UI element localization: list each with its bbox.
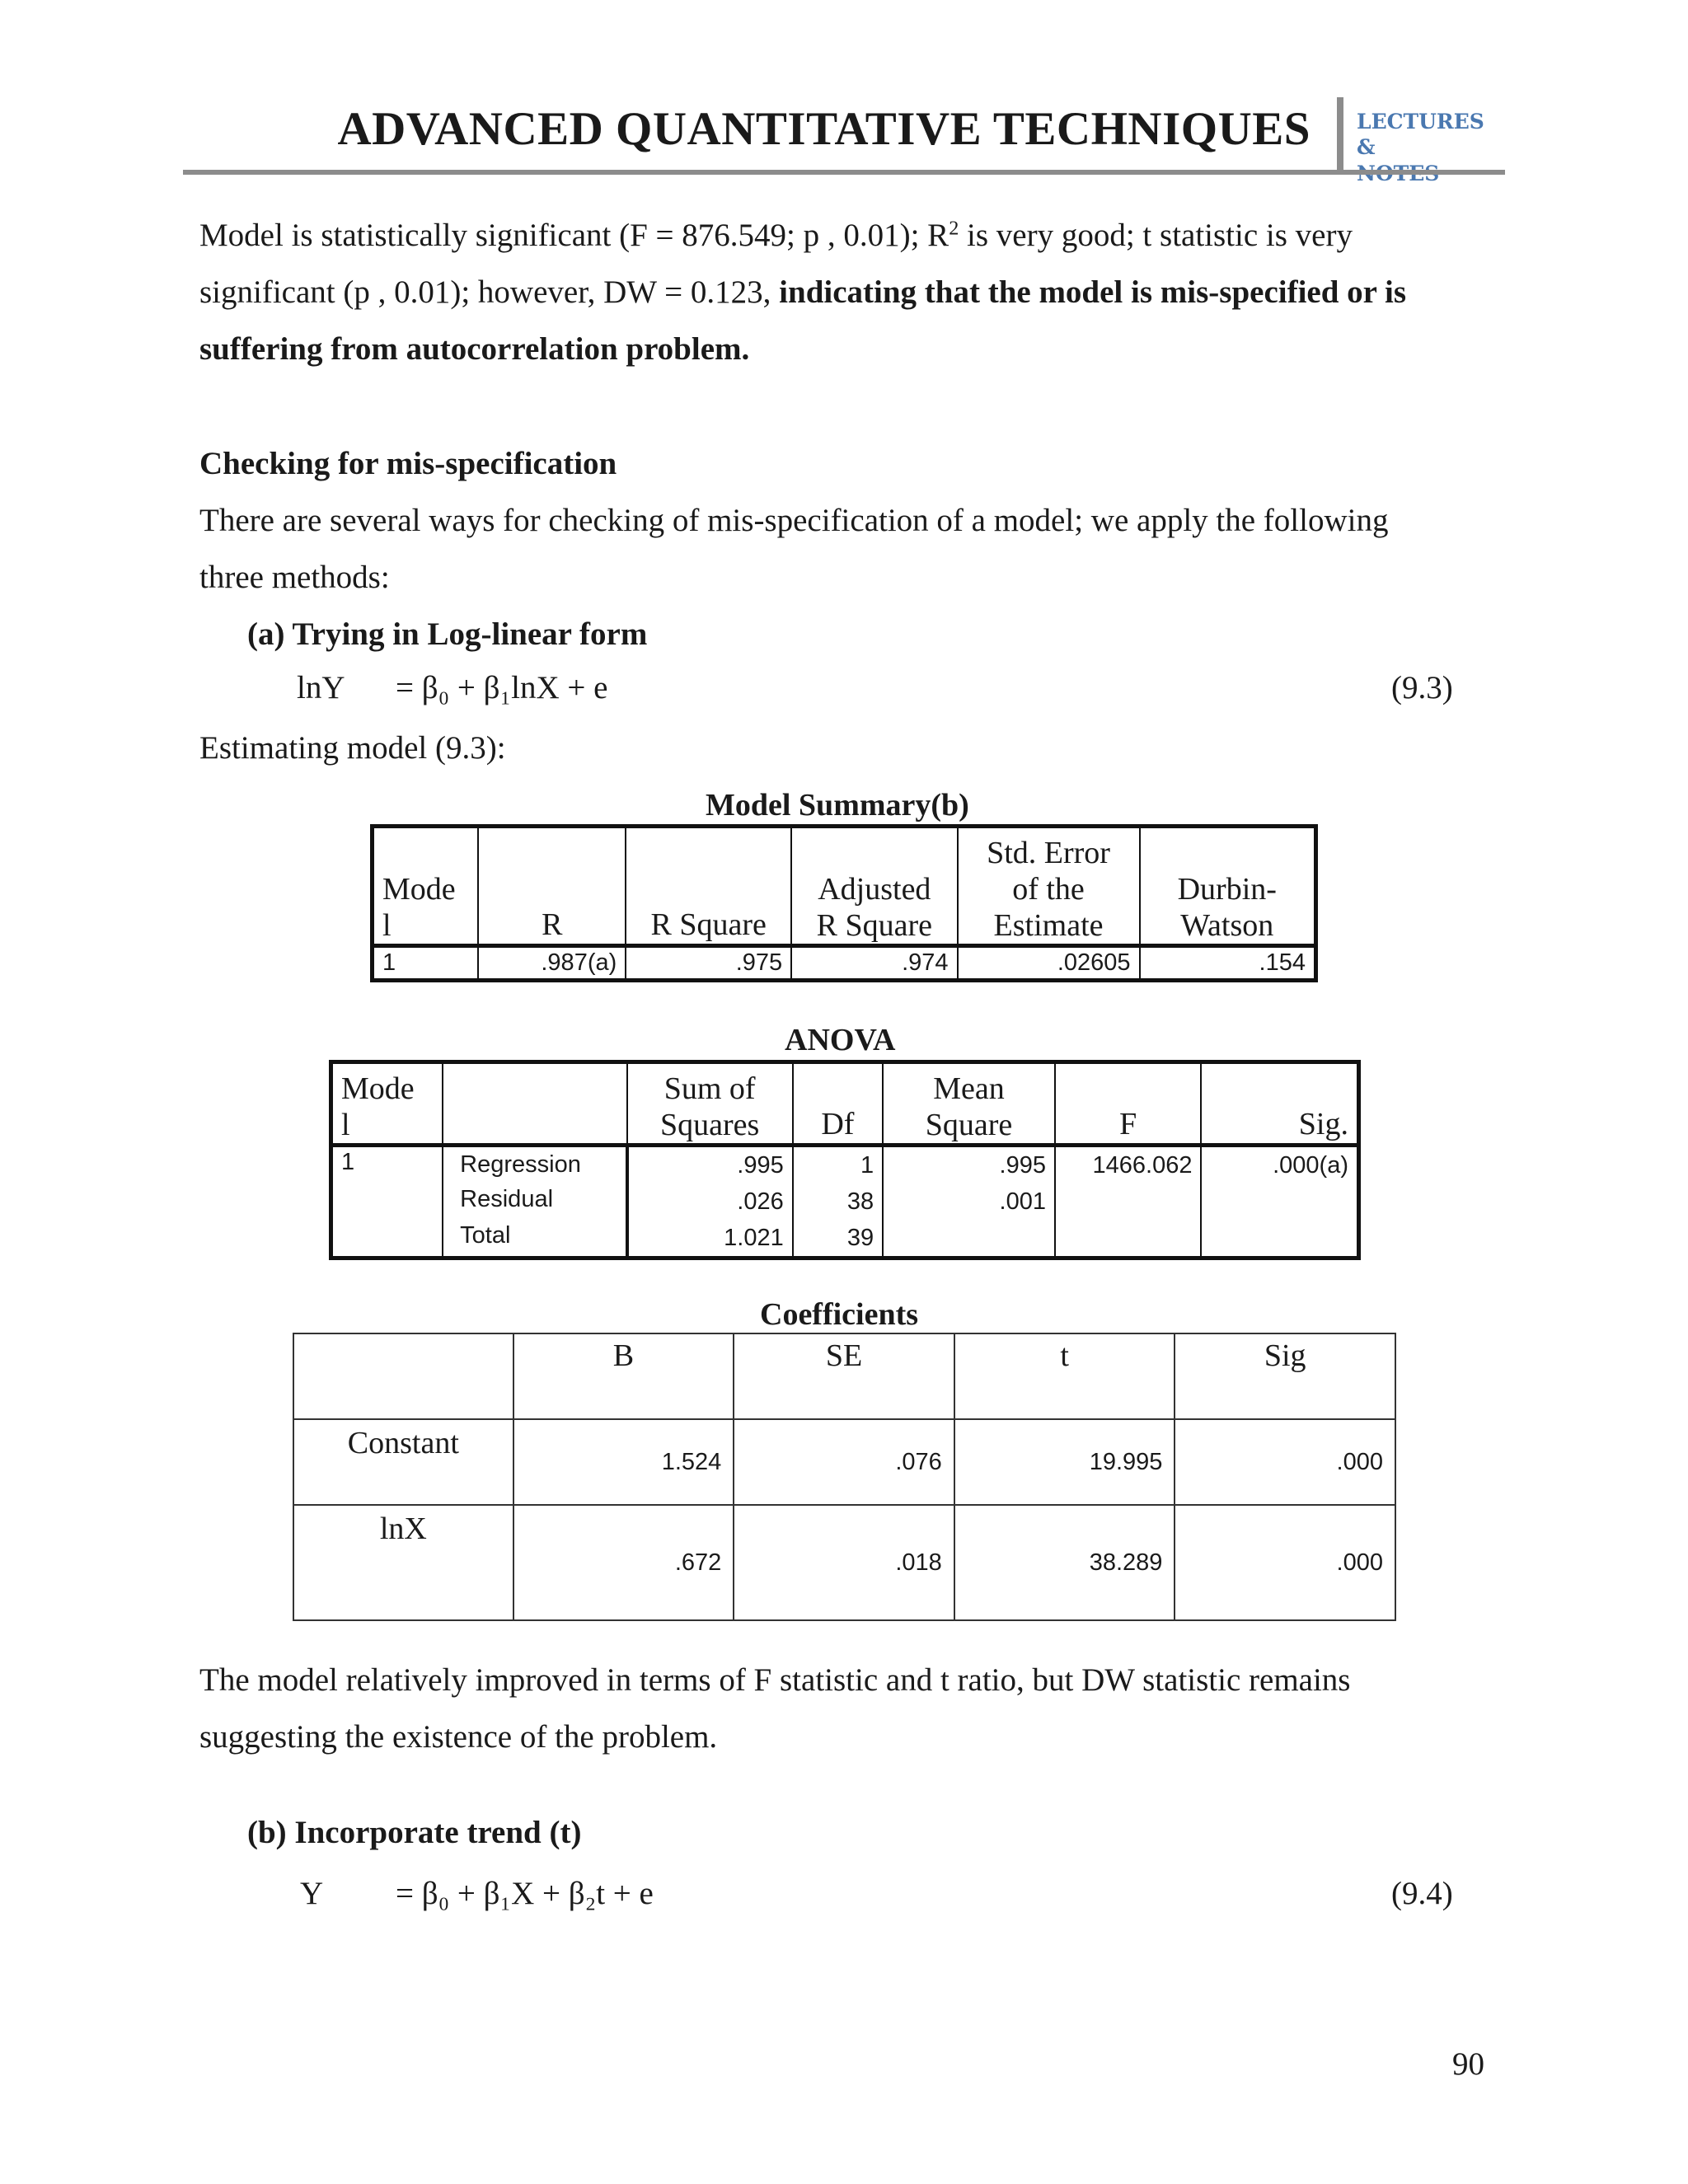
model-summary-header-row <box>373 827 1316 946</box>
anova-cell-sig <box>1201 1146 1358 1258</box>
coefficients-table <box>293 1333 1396 1621</box>
para1-line2-a: significant (p , 0.01); however, DW = 0.123, <box>199 274 780 310</box>
anova-cell-sum-of-squares <box>627 1146 793 1258</box>
coef-sig-constant: .000 <box>1175 1419 1395 1505</box>
coef-header-b: B <box>513 1333 734 1419</box>
r-squared-superscript: 2 <box>949 217 959 240</box>
coef-header-sig: Sig <box>1175 1333 1395 1419</box>
equation-9-3-rhs: = β₀ + β₁lnX + e <box>396 670 608 705</box>
anova-label-residual: Residual <box>460 1186 554 1212</box>
equation-9-3-number: (9.3) <box>1391 670 1453 705</box>
cell-r: .987(a) <box>478 946 626 981</box>
header-title: ADVANCED QUANTITATIVE TECHNIQUES <box>337 103 1311 155</box>
coef-label-constant: Constant <box>293 1419 513 1505</box>
cell-durbin-watson: .154 <box>1140 946 1316 981</box>
anova-caption: ANOVA <box>785 1023 896 1057</box>
anova-cell-labels <box>443 1146 626 1258</box>
para1-line2-bold: indicating that the model is mis-specified or is <box>779 274 1407 310</box>
anova-df-total: 39 <box>846 1225 874 1251</box>
header-rule <box>183 170 1505 175</box>
anova-cell-df <box>793 1146 883 1258</box>
cell-std-error: .02605 <box>958 946 1140 981</box>
coefficients-caption: Coefficients <box>760 1297 919 1332</box>
header-r-square: R Square <box>626 827 791 946</box>
coef-row-lnx <box>293 1505 1395 1620</box>
para2-line2: suggesting the existence of the problem. <box>199 1719 718 1755</box>
anova-df-regression: 1 <box>860 1152 874 1179</box>
page-header <box>183 97 1505 175</box>
anova-ms-residual: .001 <box>999 1188 1046 1215</box>
anova-ss-residual: .026 <box>737 1188 784 1215</box>
section-intro-line2: three methods: <box>199 560 390 595</box>
para1-line1 <box>199 207 1353 264</box>
anova-sig-regression: .000(a) <box>1273 1152 1348 1179</box>
coef-t-lnx: 38.289 <box>954 1505 1175 1620</box>
coef-se-constant: .076 <box>734 1419 954 1505</box>
header-std-error: Std. Error of the Estimate <box>958 827 1140 946</box>
anova-header-sig: Sig. <box>1201 1062 1358 1146</box>
header-divider <box>1337 97 1343 170</box>
header-model: Mode l <box>373 827 479 946</box>
anova-header-mean-square: Mean Square <box>883 1062 1055 1146</box>
anova-ms-regression: .995 <box>999 1152 1046 1179</box>
anova-label-regression: Regression <box>460 1151 581 1178</box>
para1-line1-a: Model is statistically significant (F = 876.549; p , 0.01); R <box>199 218 950 253</box>
cell-adjusted-r-square: .974 <box>791 946 957 981</box>
section-intro-line1: There are several ways for checking of mis-specification of a model; we apply the following <box>199 503 1389 538</box>
anova-header-row <box>331 1062 1359 1146</box>
anova-cell-f <box>1055 1146 1202 1258</box>
model-summary-row <box>373 946 1316 981</box>
coef-label-lnx: lnX <box>293 1505 513 1620</box>
equation-9-4-lhs: Y <box>300 1876 324 1911</box>
subsection-a-heading: (a) Trying in Log-linear form <box>247 616 648 652</box>
coef-se-lnx: .018 <box>734 1505 954 1620</box>
subsection-b-heading: (b) Incorporate trend (t) <box>247 1815 582 1850</box>
anova-df-residual: 38 <box>846 1188 874 1215</box>
header-durbin-watson: Durbin- Watson <box>1140 827 1316 946</box>
para1-line1-b: is very good; t statistic is very <box>959 218 1353 253</box>
estimating-label: Estimating model (9.3): <box>199 730 506 766</box>
equation-9-3-lhs: lnY <box>297 670 345 705</box>
model-summary-caption: Model Summary(b) <box>706 788 969 823</box>
para2-line1: The model relatively improved in terms of F statistic and t ratio, but DW statistic remains <box>199 1662 1351 1698</box>
anova-header-model: Mode l <box>331 1062 443 1146</box>
cell-model: 1 <box>373 946 479 981</box>
coef-b-lnx: .672 <box>513 1505 734 1620</box>
page-number: 90 <box>1452 2046 1484 2082</box>
coef-sig-lnx: .000 <box>1175 1505 1395 1620</box>
equation-9-4-rhs: = β₀ + β₁X + β₂t + e <box>396 1876 654 1911</box>
coef-row-constant <box>293 1419 1395 1505</box>
anova-body-row <box>331 1146 1359 1258</box>
coef-header-t: t <box>954 1333 1175 1419</box>
model-summary-table <box>370 824 1318 982</box>
anova-label-total: Total <box>460 1222 511 1249</box>
anova-cell-mean-square <box>883 1146 1055 1258</box>
anova-f-regression: 1466.062 <box>1092 1152 1193 1179</box>
equation-9-4-number: (9.4) <box>1391 1876 1453 1911</box>
section-heading: Checking for mis-specification <box>199 446 617 481</box>
header-r: R <box>478 827 626 946</box>
para1-line3: suffering from autocorrelation problem. <box>199 331 750 367</box>
anova-header-f: F <box>1055 1062 1202 1146</box>
coef-t-constant: 19.995 <box>954 1419 1175 1505</box>
coef-b-constant: 1.524 <box>513 1419 734 1505</box>
anova-ss-regression: .995 <box>737 1152 784 1179</box>
coef-header-se: SE <box>734 1333 954 1419</box>
anova-header-blank <box>443 1062 626 1146</box>
header-adjusted-r-square: Adjusted R Square <box>791 827 957 946</box>
header-subtitle-line1: LECTURES & <box>1357 110 1484 160</box>
anova-cell-model: 1 <box>331 1146 443 1258</box>
anova-table <box>329 1060 1361 1260</box>
para1-line2 <box>199 264 1406 321</box>
anova-ss-total: 1.021 <box>724 1225 784 1251</box>
anova-header-df: Df <box>793 1062 883 1146</box>
coefficients-header-row <box>293 1333 1395 1419</box>
anova-header-sum-of-squares: Sum of Squares <box>627 1062 793 1146</box>
coef-header-blank <box>293 1333 513 1419</box>
cell-r-square: .975 <box>626 946 791 981</box>
